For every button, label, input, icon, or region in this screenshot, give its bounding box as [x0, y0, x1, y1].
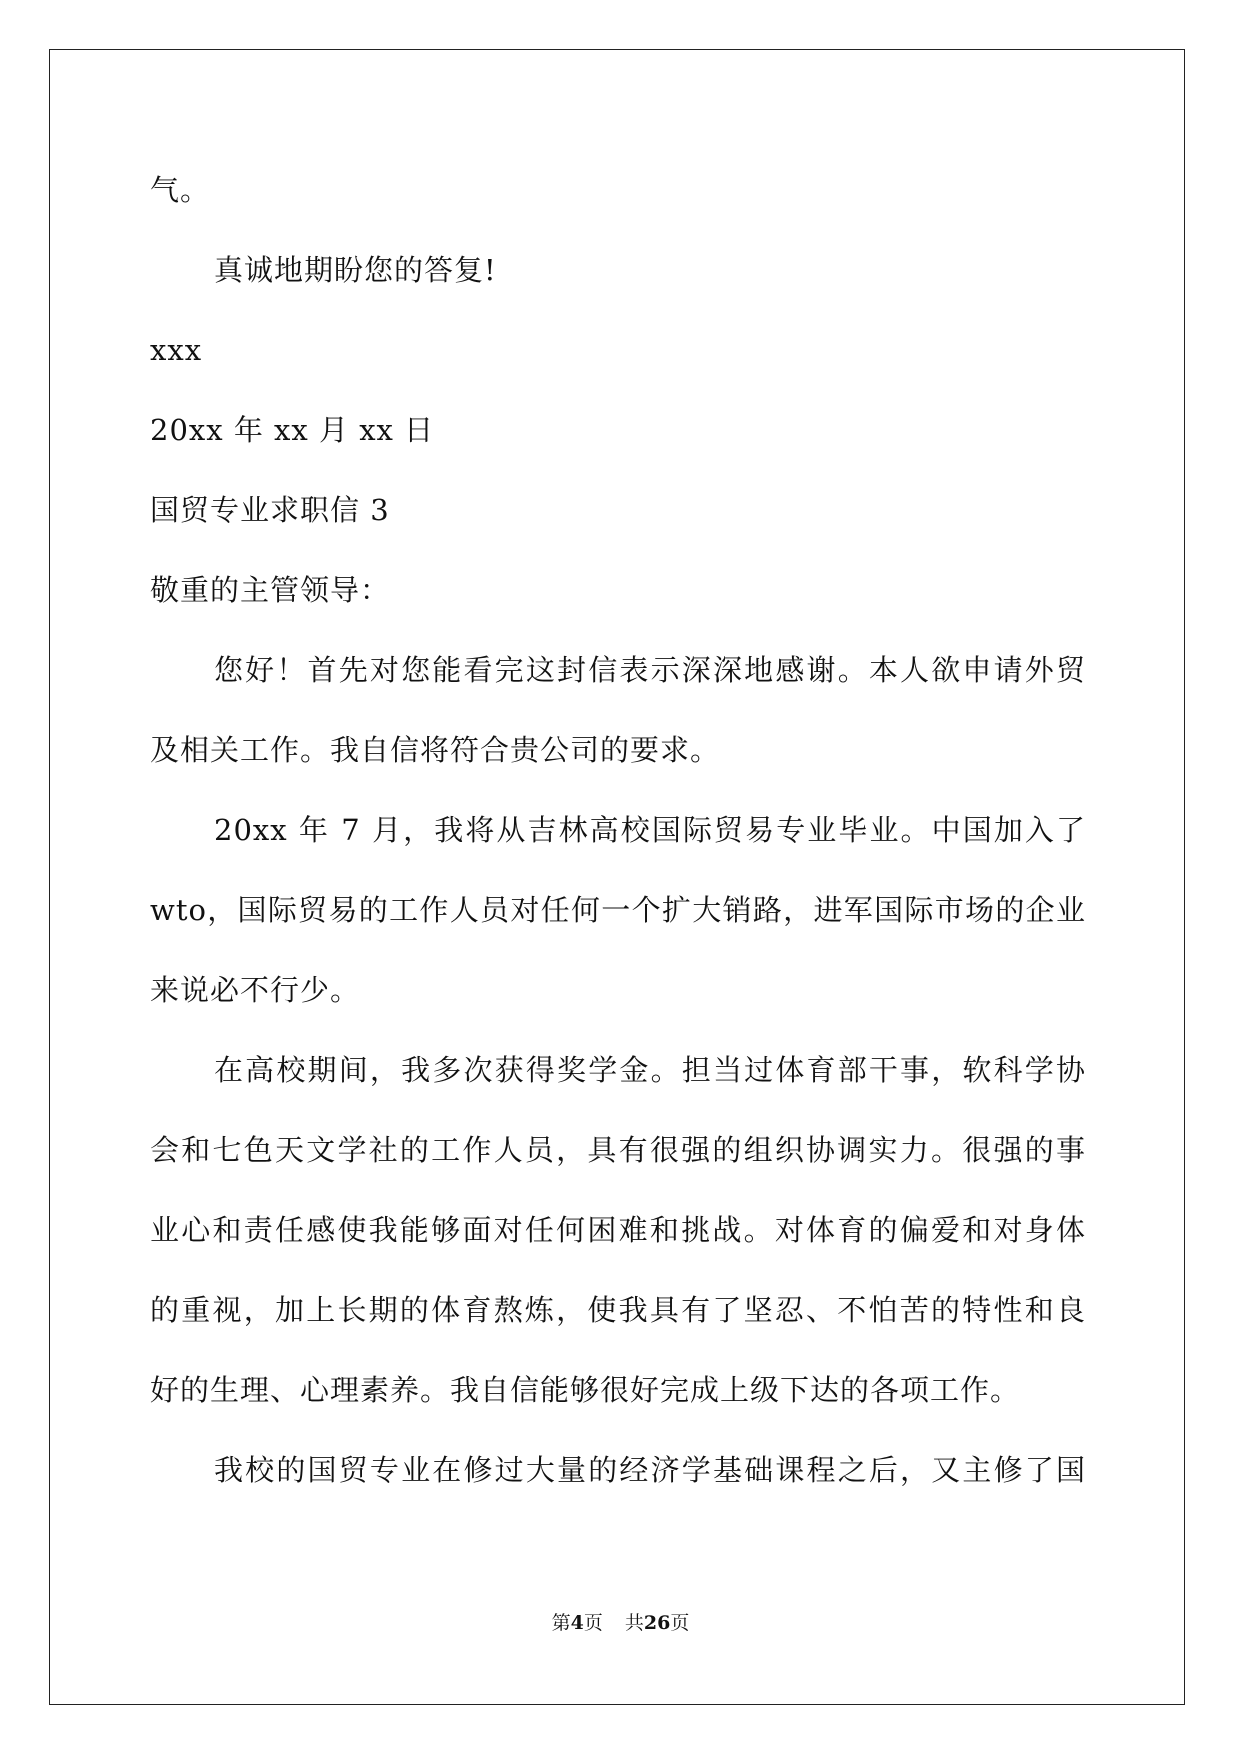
page-number: 4 — [570, 1612, 584, 1634]
date-line: 20xx 年 xx 月 xx 日 — [150, 413, 435, 447]
paragraph-line: 好的生理、心理素养。我自信能够很好完成上级下达的各项工作。 — [150, 1373, 1021, 1407]
paragraph-line: 的重视，加上长期的体育熬炼，使我具有了坚忍、不怕苦的特性和良 — [150, 1293, 1086, 1327]
paragraph-line: 业心和责任感使我能够面对任何困难和挑战。对体育的偏爱和对身体 — [150, 1213, 1086, 1247]
paragraph-line: 20xx 年 7 月，我将从吉林高校国际贸易专业毕业。中国加入了 — [214, 813, 1086, 847]
salutation: 敬重的主管领导： — [150, 573, 391, 607]
letter-body — [150, 150, 1086, 1510]
footer-page-suffix: 页 — [583, 1612, 603, 1634]
page-footer — [0, 1608, 1241, 1635]
text-line: 气。 — [150, 173, 211, 207]
footer-total-suffix: 页 — [670, 1612, 690, 1634]
paragraph-line: 会和七色天文学社的工作人员，具有很强的组织协调实力。很强的事 — [150, 1133, 1086, 1167]
signature: xxx — [150, 333, 203, 367]
paragraph-line: 您好！首先对您能看完这封信表示深深地感谢。本人欲申请外贸 — [214, 653, 1086, 687]
section-title: 国贸专业求职信 3 — [150, 493, 390, 527]
paragraph-line: 在高校期间，我多次获得奖学金。担当过体育部干事，软科学协 — [214, 1053, 1086, 1087]
paragraph-line: 及相关工作。我自信将符合贵公司的要求。 — [150, 733, 721, 767]
footer-prefix: 第 — [551, 1612, 571, 1634]
total-pages: 26 — [643, 1612, 671, 1634]
paragraph-line: 来说必不行少。 — [150, 973, 361, 1007]
paragraph-line: 我校的国贸专业在修过大量的经济学基础课程之后，又主修了国 — [214, 1453, 1086, 1487]
closing-line: 真诚地期盼您的答复! — [214, 253, 497, 287]
footer-total-prefix: 共 — [624, 1612, 644, 1634]
paragraph-line: wto，国际贸易的工作人员对任何一个扩大销路，进军国际市场的企业 — [150, 893, 1086, 927]
